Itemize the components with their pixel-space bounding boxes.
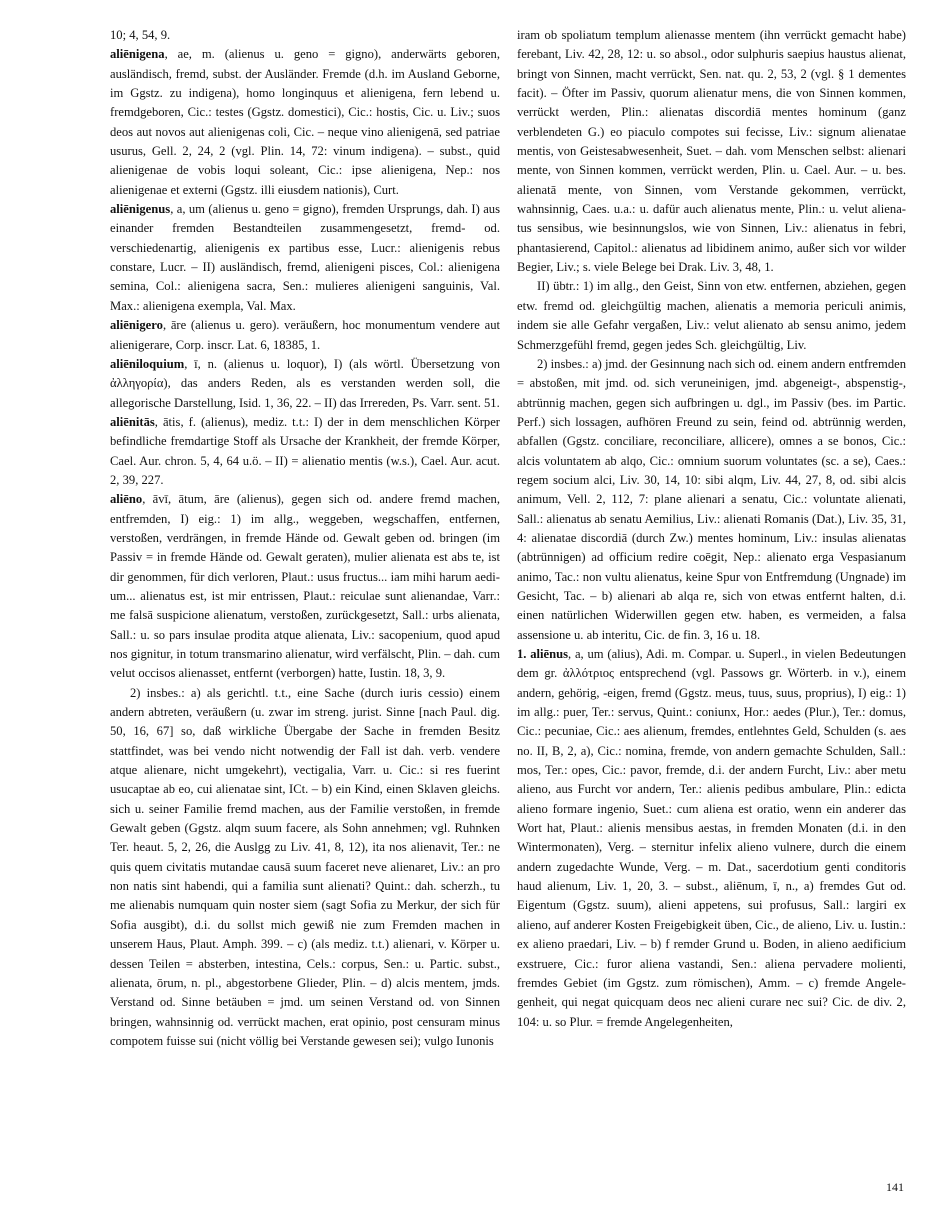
entry-subsection (517, 355, 906, 645)
dictionary-entry (517, 645, 906, 1032)
entry-body: , ī, n. (alienus u. loquor), I) (als wörtl. Übersetzung von ἀλληγορία), das anders Reden, als es verstanden werden soll, die allegorische Darstellung, Isid. 1, 36, 22. – II) das Irrereden, Ps. Varr. sent. 51. (110, 356, 500, 410)
page-number: 141 (886, 1180, 904, 1194)
entry-subsection (110, 684, 500, 1052)
dictionary-entry (110, 413, 500, 490)
entry-headword: aliēnitās (110, 414, 155, 429)
continuation-text: iram ob spoliatum templum alienasse mentem (ihn verrückt gemacht habe) ferebant, Liv. 42, 28, 12: u. so absol., odor sulphuris saepius haustus alienat, bringt von Sinnen, macht verrückt, Sen. nat. qu. 2, 53, 2 (vgl. § 1 dementes facit). – Öfter im Passiv, quorum alienatur mens, die von Sinnen kommen, verrückt werden, Plin.: alienatas discordiā mentes hominum (ganz verblendeten G.) eo piaculo compotes sui fecisse, Liv.: signum alienatae mentis, von Geistesabwesenheit, Suet. – dah. vom Menschen selbst: alienari mente, von Sinnen kommen, verrückt werden, Plin. u. Cael. Aur. – u. bes. alienatā mente, von Sinnen, vom Verstande gekommen, verrückt, wahnsinnig, Caes. u.a.: u. dafür auch alienatus mente, Plin.: u. velut alienatus sensibus, wie besinnungslos, wie von Sinnen, Liv.: alienatus in febri, phantasierend, Capitol.: alienatus ad libidinem animo, außer sich vor wilder Begier, Liv.; s. viele Belege bei Drak. Liv. 3, 48, 1. (517, 28, 906, 275)
entry-headword: aliēnigena (110, 47, 165, 62)
dictionary-entry (110, 45, 500, 200)
dictionary-entry (110, 316, 500, 355)
entry-continuation (110, 26, 500, 45)
subsection-text: 2) insbes.: a) jmd. der Gesinnung nach sich od. einem andern entfremden = abstoßen, mit jmd. od. sich veruneinigen, jmd. abgeneigt-, abspenstig-, abtrünnig machen, gegen sich aufbringen u. dgl., im Passiv (bes. im Partic. Perf.) sich lossagen, aufhören Freund zu sein, feind od. abtrünnig werden, abfallen (Ggstz. conciliare, reconciliare, allicere), omnes a se bonos, Cic.: alcis voluntatem ab alqo, Cic.: omnium suorum voluntates (sc. a se), Caes.: regem socium alci, Liv. 30, 14, 10: sibi alqm, Liv. 44, 27, 8, od. sibi alcis animum, Vell. 2, 112, 7: plane alienari a senatu, Cic.: voluntate alienati, Sall.: alienatus ab senatu Aemilius, Liv.: alienati Romanis (Dat.), Liv. 35, 31, 4: alienatae discordiā (durch Zw.) mentes hominum, Liv.: insulas alienatas (abtrünnigen) ad officium redire coēgit, Nep.: alienato erga Vespasianum animo, Tac.: non vultu alienatus, keine Spur von Entfremdung (Ungnade) im Gesicht, Tac. – b) alienari ab alqa re, sich von etwas entfernt halten, d.i. einen natürlichen Widerwillen gegen etw. haben, es vermeiden, a falsa assensione u. ab interitu, Cic. de fin. 3, 16 u. 18. (517, 356, 906, 642)
left-column (110, 26, 500, 1051)
entry-body: , a, um (alius), Adi. m. Compar. u. Superl., in vielen Bedeutungen dem gr. ἀλλότριος entsprechend (vgl. Passows gr. Wörterb. in v.), einem andern, gehörig, -eigen, fremd (Ggstz. meus, tuus, suus, proprius), I) eig.: 1) im allg.: puer, Ter.: servus, Quint.: coniunx, Hor.: aedes (Plur.), Ter.: domus, Cic.: pecuniae, Cic.: aes alienum, fremdes, entlehntes Geld, Schulden (s. aes no. II, B, 2, a), Cic.: nomina, fremde, von andern gemachte Schulden, Sall.: mos, Ter.: opes, Cic.: pavor, fremde, d.i. der andern Furcht, Liv.: aber metu alieno, aus Furcht vor andern, Ter.: alienis pedibus ambulare, Plin.: edicta alieno formare ingenio, Suet.: cum aliena est oratio, wenn ein anderer das Wort hat, Plaut.: alienis mensibus aestas, in fremden Monaten (d.i. in den Wintermonaten), Verg. – sternitur infelix alieno vulnere, durch die einem andern zugedachte Wunde, Verg. – m. Dat., sacerdotium genti conditoris haud alienum, Liv. 1, 20, 3. – subst., aliēnum, ī, n., a) fremdes Gut od. Eigentum (Ggstz. suum), alieni appetens, sui profusus, Sall.: largiri ex alieno, auf anderer Kosten Freigebigkeit üben, Cic., de alieno, Liv. u. Iustin.: ex alieno praedari, Liv. – b) f remder Grund u. Boden, in alieno aedificium exstruere, Cic.: furor aliena vastandi, Sen.: aliena pervadere molienti, fremdes Gebiet (im Ggstz. zum römischen), Amm. – c) fremde Angelegenheit, qui negat quicquam deos nec alieni curare nec sui? Cic. de div. 2, 104: u. so Plur. = fremde Angelegenheiten, (517, 647, 906, 1029)
entry-body: , a, um (alienus u. geno = gigno), fremden Ursprungs, dah. I) aus einander fremden Bestandteilen zusammengesetzt, fremd- od. verschiedenartig, alienigenis ex partibus esse, Lucr.: alienigenis rebus constare, Lucr. – II) ausländisch, fremd, alienigeni pisces, Col.: alienigena semina, Col.: alienigena sacra, Sen.: mulieres alienigeni sanguinis, Val. Max.: alienigena exempla, Val. Max. (110, 202, 500, 313)
entry-headword: aliēnigenus (110, 202, 171, 217)
right-column (517, 26, 906, 1032)
entry-body: , ae, m. (alienus u. geno = gigno), anderwärts geboren, ausländisch, fremd, subst. der Ausländer. Fremde (d.h. im Ausland Geborne, im Ggstz. zu indigena), homo longinquus et alienigena, fern lebend u. fremdgeboren, Cic.: testes (Ggstz. domestici), Cic.: hostis, Cic. u. Liv.; suos deos aut novos aut alienigenas coli, Cic. – neque vino alienigenā, sed patriae usurus, Gell. 2, 24, 2 (vgl. Plin. 14, 72: vinum indigena). – subst., quid alienigenae de vobis loqui soleant, Cic.: ipse alienigena, Nep.: nos alienigenae et externi (Ggstz. illi eiusdem nationis), Curt. (110, 47, 500, 197)
entry-continuation (517, 26, 906, 277)
dictionary-entry (110, 200, 500, 316)
dictionary-entry (110, 490, 500, 683)
entry-subsection (517, 277, 906, 354)
subsection-text: 2) insbes.: a) als gerichtl. t.t., eine Sache (durch iuris cessio) einem andern abtreten, veräußern (u. zwar im streng. jurist. Sinne [nach Paul. dig. 50, 16, 67] so, daß wirkliche Übergabe der Sache in fremden Besitz stattfindet, was bei vendo nicht notwendig der Fall ist dah. verb. vendere atque alienare, nicht umgekehrt), vectigalia, Varr. u. Cic.: si res fuerint usucaptae ab eo, cui alienatae sint, ICt. – b) ein Kind, einen Sklaven gleichs. sich u. seiner Familie fremd machen, aus der Familie verstoßen, in fremde Gewalt geben (Ggstz. alqm suum facere, als Sohn annehmen; vgl. Ruhnken Ter. heaut. 5, 2, 26, die Auslgg zu Liv. 41, 8, 12), ita nos alienavit, Ter.: ne quis quem civitatis mutandae causā suum faceret neve alienaret, Liv.: an pro non natis sint habendi, qui a familia sunt alienati? Quint.: dah. scherzh., tu me alienabis numquam quin noster siem (sagt Sofia zu Merkur, der sich für Sofia ausgibt), d.i. du sollst mich gewiß nie zum Fremden machen in unserem Haus, Plaut. Amph. 399. – c) (als mediz. t.t.) alienari, v. Körper u. dessen Teilen = absterben, intestina, Cels.: corpus, Sen.: u. Partic. subst., alienata, ōrum, n. pl., abgestorbene Glieder, Plin. – d) alcis mentem, jmds. Verstand od. Sinne betäuben = jmd. um seinen Verstand od. von Sinnen bringen, wahnsinnig od. verrückt machen, erat opinio, post censuram minus compotem fuisse sui (nicht völlig bei Verstande gewesen sei); vulgo Iunonis (110, 685, 500, 1048)
entry-body: , ātis, f. (alienus), mediz. t.t.: I) der in dem menschlichen Körper befindliche fremdartige Stoff als Ursache der Krankheit, der fremde Körper, Cael. Aur. chron. 5, 4, 64 u.ö. – II) = alienatio mentis (w.s.), Cael. Aur. acut. 2, 39, 227. (110, 414, 500, 487)
dictionary-entry (110, 355, 500, 413)
subsection-text: II) übtr.: 1) im allg., den Geist, Sinn von etw. entfernen, abziehen, gegen etw. fremd od. gleichgültig machen, alienatis a memoria periculi animis, indem sie alle Gefahr vergaßen, Liv.: velut alienato ab sensu animo, jedem Schmerzgefühl fremd, gegen jedes Sch. gleichgültig, Liv. (517, 279, 906, 352)
entry-headword: 1. aliēnus (517, 647, 569, 661)
entry-headword: aliēno (110, 492, 143, 507)
continuation-text: 10; 4, 54, 9. (110, 28, 171, 42)
entry-headword: aliēniloquium (110, 356, 185, 371)
entry-headword: aliēnigero (110, 318, 163, 333)
entry-body: , āre (alienus u. gero). veräußern, hoc monumentum vendere aut alienigerare, Corp. inscr. Lat. 6, 18385, 1. (110, 318, 500, 352)
entry-body: , āvī, ātum, āre (alienus), gegen sich od. andere fremd machen, entfremden, I) eig.: 1) im allg., weggeben, wegschaffen, entfernen, verstoßen, verdrängen, in fremde Hände od. Gewalt geben od. bringen (im Passiv = in fremde Hände od. Gewalt geraten), mulier alienata est abs te, ist dir genommen, für dich verloren, Plaut.: usus fructus... iam mihi harum aedium... alienatus est, ist mir entrissen, Plaut.: reiculae sunt alienandae, Varr.: me falsā suspicione alienatum, verstoßen, zurückgesetzt, Sall.: urbs alienata, Sall.: u. so pars insulae prodita atque alienata, Liv.: sacopenium, quod apud nos gignitur, in totum transmarino alienatur, wird verfälscht, Plin. – dah. cum velut occisos alienasset, entfernt (verborgen) hatte, Iustin. 18, 3, 9. (110, 492, 500, 681)
